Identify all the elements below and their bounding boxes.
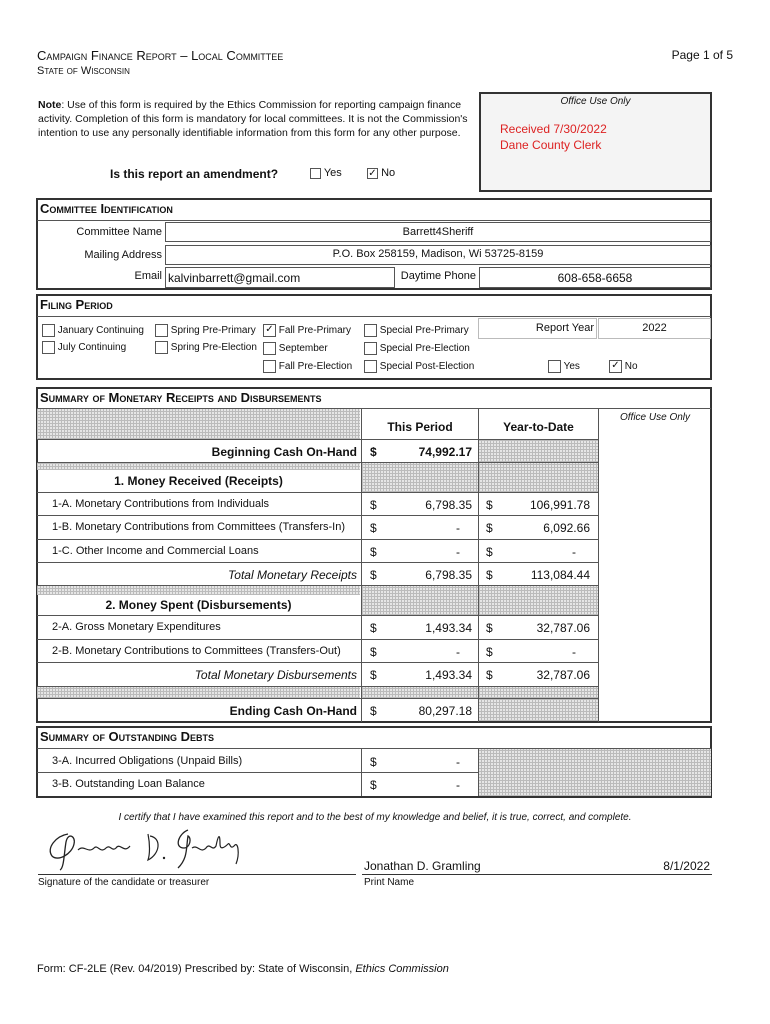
total-disbursements-ytd: 32,787.06 xyxy=(536,668,590,682)
currency-sign: $ xyxy=(370,645,377,659)
checkbox[interactable] xyxy=(263,342,276,355)
filing-option-label: January Continuing xyxy=(57,325,144,337)
currency-sign: $ xyxy=(370,621,377,635)
currency-sign: $ xyxy=(370,755,377,769)
filing-option-jul[interactable] xyxy=(42,341,126,354)
ending-cash-label: Ending Cash On-Hand xyxy=(229,704,357,718)
report-year-label: Report Year xyxy=(535,322,594,334)
currency-sign: $ xyxy=(370,568,377,582)
filing-option-spring-pp[interactable] xyxy=(155,324,256,337)
amendment-question: Is this report an amendment? xyxy=(110,167,279,181)
filing-no-label: No xyxy=(624,361,638,373)
filing-yes-label: Yes xyxy=(563,361,580,373)
currency-sign: $ xyxy=(370,668,377,682)
receipt-1b-period: - xyxy=(456,521,460,535)
footer-agency: Ethics Commission xyxy=(355,963,449,975)
disbursement-2b-label: 2-B. Monetary Contributions to Committees (Transfers-Out) xyxy=(52,645,341,657)
note-paragraph xyxy=(38,98,476,140)
print-name-label: Print Name xyxy=(364,877,415,888)
checkbox[interactable] xyxy=(155,341,168,354)
receipt-1b-label: 1-B. Monetary Contributions from Committees (Transfers-In) xyxy=(52,521,346,533)
filing-option-label: Fall Pre-Election xyxy=(278,361,353,373)
currency-sign: $ xyxy=(370,778,377,792)
currency-sign: $ xyxy=(370,498,377,512)
filing-option-special-pe[interactable] xyxy=(364,342,470,355)
checkbox[interactable] xyxy=(364,324,377,337)
mailing-address-label: Mailing Address xyxy=(84,249,162,261)
phone-value: 608-658-6658 xyxy=(557,271,633,285)
amendment-yes[interactable] xyxy=(310,167,342,179)
filing-option-label: September xyxy=(278,343,328,355)
page-number: Page 1 of 5 xyxy=(671,48,733,62)
filing-option-special-pp[interactable] xyxy=(364,324,469,337)
receipt-1c-ytd: - xyxy=(572,545,576,559)
currency-sign: $ xyxy=(486,521,493,535)
receipt-1b-ytd: 6,092.66 xyxy=(543,521,590,535)
checkbox-checked[interactable]: ✓ xyxy=(609,360,622,373)
amendment-no[interactable] xyxy=(367,167,395,179)
office-use-box xyxy=(479,92,712,192)
checkbox[interactable] xyxy=(364,360,377,373)
filing-option-fall-pp[interactable] xyxy=(263,324,351,337)
total-disbursements-label: Total Monetary Disbursements xyxy=(194,668,357,682)
debts-section-title: Summary of Outstanding Debts xyxy=(40,729,214,744)
filing-no[interactable] xyxy=(609,360,638,373)
signature-label: Signature of the candidate or treasurer xyxy=(38,877,210,888)
receipts-title: 1. Money Received (Receipts) xyxy=(114,474,283,488)
checkbox[interactable] xyxy=(263,360,276,373)
signature-image xyxy=(38,824,258,874)
disbursements-title: 2. Money Spent (Disbursements) xyxy=(105,598,292,612)
disbursement-2a-ytd: 32,787.06 xyxy=(536,621,590,635)
currency-sign: $ xyxy=(486,545,493,559)
email-value: kalvinbarrett@gmail.com xyxy=(168,271,301,285)
currency-sign: $ xyxy=(486,621,493,635)
form-subtitle: State of Wisconsin xyxy=(37,65,130,77)
amendment-no-label: No xyxy=(381,167,396,179)
filing-option-spring-pe[interactable] xyxy=(155,341,257,354)
form-title: Campaign Finance Report – Local Committee xyxy=(37,48,284,63)
receipt-1c-period: - xyxy=(456,545,460,559)
currency-sign: $ xyxy=(486,498,493,512)
debt-3a-label: 3-A. Incurred Obligations (Unpaid Bills) xyxy=(52,755,243,767)
total-receipts-ytd: 113,084.44 xyxy=(530,568,590,582)
filing-option-special-post[interactable] xyxy=(364,360,474,373)
disbursement-2b-period: - xyxy=(456,645,460,659)
beginning-cash-value: 74,992.17 xyxy=(418,445,472,459)
ytd-header: Year-to-Date xyxy=(503,420,574,434)
disbursement-2a-period: 1,493.34 xyxy=(425,621,472,635)
note-label: Note xyxy=(38,99,62,111)
currency-sign: $ xyxy=(486,668,493,682)
beginning-cash-label: Beginning Cash On-Hand xyxy=(211,445,357,459)
mailing-address-value: P.O. Box 258159, Madison, Wi 53725-8159 xyxy=(332,248,544,260)
filing-option-fall-pe[interactable] xyxy=(263,360,352,373)
filing-option-label: Special Post-Election xyxy=(379,361,475,373)
checkbox[interactable] xyxy=(364,342,377,355)
office-use-label: Office Use Only xyxy=(560,96,631,107)
filing-option-jan[interactable] xyxy=(42,324,144,337)
summary-section-title: Summary of Monetary Receipts and Disbursements xyxy=(40,390,322,405)
print-name-value: Jonathan D. Gramling xyxy=(364,859,481,873)
checkbox[interactable] xyxy=(548,360,561,373)
email-label: Email xyxy=(134,270,162,282)
checkbox-checked[interactable]: ✓ xyxy=(263,324,276,337)
committee-name-label: Committee Name xyxy=(76,226,162,238)
phone-label: Daytime Phone xyxy=(400,270,476,282)
currency-sign: $ xyxy=(370,704,377,718)
filing-option-label: Spring Pre-Primary xyxy=(170,325,256,337)
filing-option-label: Special Pre-Election xyxy=(379,343,470,355)
checkbox[interactable] xyxy=(310,168,321,179)
report-year-value: 2022 xyxy=(642,322,667,334)
certification-text: I certify that I have examined this report and to the best of my knowledge and belief, it is true, correct, and complete. xyxy=(118,812,632,823)
filing-option-label: Special Pre-Primary xyxy=(379,325,469,337)
received-stamp: Received 7/30/2022 xyxy=(500,122,607,136)
receipt-1a-label: 1-A. Monetary Contributions from Individuals xyxy=(52,498,270,510)
total-disbursements-period: 1,493.34 xyxy=(425,668,472,682)
ending-cash-value: 80,297.18 xyxy=(418,704,472,718)
debt-3b-value: - xyxy=(456,778,460,792)
currency-sign: $ xyxy=(486,568,493,582)
checkbox[interactable] xyxy=(42,341,55,354)
currency-sign: $ xyxy=(486,645,493,659)
filing-period-title: Filing Period xyxy=(40,297,113,312)
debt-3b-label: 3-B. Outstanding Loan Balance xyxy=(52,778,205,790)
signature-date: 8/1/2022 xyxy=(663,859,710,873)
currency-sign: $ xyxy=(370,545,377,559)
currency-sign: $ xyxy=(370,521,377,535)
committee-name-value: Barrett4Sheriff xyxy=(402,226,474,238)
total-receipts-label: Total Monetary Receipts xyxy=(228,568,357,582)
disbursement-2a-label: 2-A. Gross Monetary Expenditures xyxy=(52,621,221,633)
debt-3a-value: - xyxy=(456,755,460,769)
form-footer xyxy=(37,963,449,975)
total-receipts-period: 6,798.35 xyxy=(425,568,472,582)
checkbox-checked[interactable]: ✓ xyxy=(368,167,377,179)
receipt-1a-period: 6,798.35 xyxy=(425,498,472,512)
filing-option-september[interactable] xyxy=(263,342,328,355)
filing-option-label: July Continuing xyxy=(57,342,127,354)
this-period-header: This Period xyxy=(387,420,453,434)
footer-text: Form: CF-2LE (Rev. 04/2019) Prescribed by: State of Wisconsin, xyxy=(37,963,353,975)
summary-office-use-label: Office Use Only xyxy=(619,412,691,423)
checkbox[interactable] xyxy=(155,324,168,337)
receipt-1c-label: 1-C. Other Income and Commercial Loans xyxy=(52,545,259,557)
filing-option-label: Spring Pre-Election xyxy=(170,342,257,354)
checkbox[interactable] xyxy=(42,324,55,337)
receipt-1a-ytd: 106,991.78 xyxy=(529,498,590,512)
currency-sign: $ xyxy=(370,445,377,459)
clerk-stamp: Dane County Clerk xyxy=(500,138,602,152)
amendment-yes-label: Yes xyxy=(323,167,342,179)
note-text: : Use of this form is required by the Ethics Commission for reporting campaign finance activity. Completion of this form is mandatory for local committees. It is not the Commission's intention to use any personally identifiable information from this form for any other purpose. xyxy=(38,99,468,139)
disbursement-2b-ytd: - xyxy=(572,645,576,659)
filing-option-label: Fall Pre-Primary xyxy=(278,325,352,337)
filing-yes[interactable] xyxy=(548,360,580,373)
committee-section-title: Committee Identification xyxy=(40,201,173,216)
